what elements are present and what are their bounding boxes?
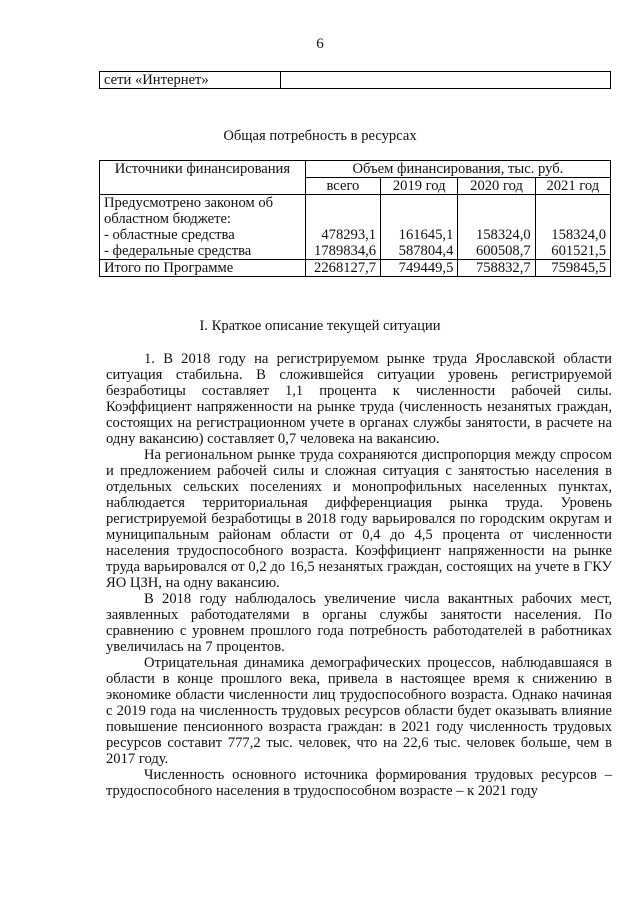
values-2020 [458, 195, 535, 260]
paragraph: 1. В 2018 году на регистрируемом рынке труда Ярославской области ситуация стабильна. В сложившейся ситуации уровень регистрируемой безработицы составляет 1,1 процента к численности рабочей силы. Коэффициент напряженности на рынке труда (численность незанятых граждан, состоящих на регистрационном учете в органах службы занятости, в расчете на одну вакансию) составляет 0,7 человека на вакансию. [106, 351, 612, 447]
resources-table [99, 160, 611, 277]
body-text [106, 351, 612, 799]
table-cell: 600508,7 [475, 243, 531, 259]
column-2021: 2021 год [535, 178, 610, 195]
total-value: 759845,5 [535, 260, 610, 277]
intro-line: областном бюджете: [104, 211, 231, 227]
intro-line: Предусмотрено законом об [104, 195, 274, 211]
values-total [305, 195, 380, 260]
table-cell: 1789834,6 [314, 243, 377, 259]
total-label: Итого по Программе [100, 260, 306, 277]
row-label-federal: - федеральные средства [104, 243, 252, 259]
top-table-left-cell: сети «Интернет» [100, 72, 281, 89]
table-cell: 478293,1 [321, 227, 377, 243]
top-table-right-cell [281, 72, 611, 89]
resources-title: Общая потребность в ресурсах [223, 128, 417, 144]
column-2019: 2019 год [381, 178, 458, 195]
total-value: 2268127,7 [305, 260, 380, 277]
header-volume: Объем финансирования, тыс. руб. [305, 161, 610, 178]
top-table-fragment [99, 71, 611, 89]
table-cell: 161645,1 [398, 227, 454, 243]
paragraph: На региональном рынке труда сохраняются диспропорция между спросом и предложением рабочей силы и сложная ситуация с занятостью населения в отдельных сельских поселениях и монопрофильных населенных пунктах, наблюдается территориальная дифференциация рынка труда. Уровень регистрируемой безработицы в 2018 году варьировался по городским округам и муниципальным районам области от 0,4 до 4,5 процента от численности населения трудоспособного возраста. Коэффициент напряженности на рынке труда варьировался от 0,2 до 16,5 незанятых граждан, состоящих на учете в ГКУ ЯО ЦЗН, на одну вакансию. [106, 447, 612, 591]
table-cell: 158324,0 [551, 227, 606, 243]
values-2019 [381, 195, 458, 260]
paragraph: Численность основного источника формирования трудовых ресурсов – трудоспособного населения в трудоспособном возрасте – к 2021 году [106, 767, 612, 799]
values-2021 [535, 195, 610, 260]
header-source: Источники финансирования [100, 161, 306, 195]
funding-sources-cell [100, 195, 306, 260]
column-total: всего [305, 178, 380, 195]
paragraph: Отрицательная динамика демографических процессов, наблюдавшаяся в области в конце прошлого века, привела в настоящее время к снижению в экономике области численности лиц трудоспособного возраста. Однако начиная с 2019 года на численность трудовых ресурсов области будет оказывать влияние повышение пенсионного возраста граждан: в 2021 году численность трудовых ресурсов составит 777,2 тыс. человек, что на 22,6 тыс. человек больше, чем в 2017 году. [106, 655, 612, 767]
total-value: 758832,7 [458, 260, 535, 277]
total-value: 749449,5 [381, 260, 458, 277]
page-number: 6 [316, 36, 324, 52]
column-2020: 2020 год [458, 178, 535, 195]
section-title: I. Краткое описание текущей ситуации [199, 318, 441, 334]
row-label-regional: - областные средства [104, 227, 235, 243]
table-cell: 601521,5 [551, 243, 606, 259]
table-cell: 587804,4 [398, 243, 454, 259]
table-cell: 158324,0 [475, 227, 531, 243]
paragraph: В 2018 году наблюдалось увеличение числа вакантных рабочих мест, заявленных работодателями в органы службы занятости населения. По сравнению с уровнем прошлого года потребность работодателей в работниках увеличилась на 7 процентов. [106, 591, 612, 655]
